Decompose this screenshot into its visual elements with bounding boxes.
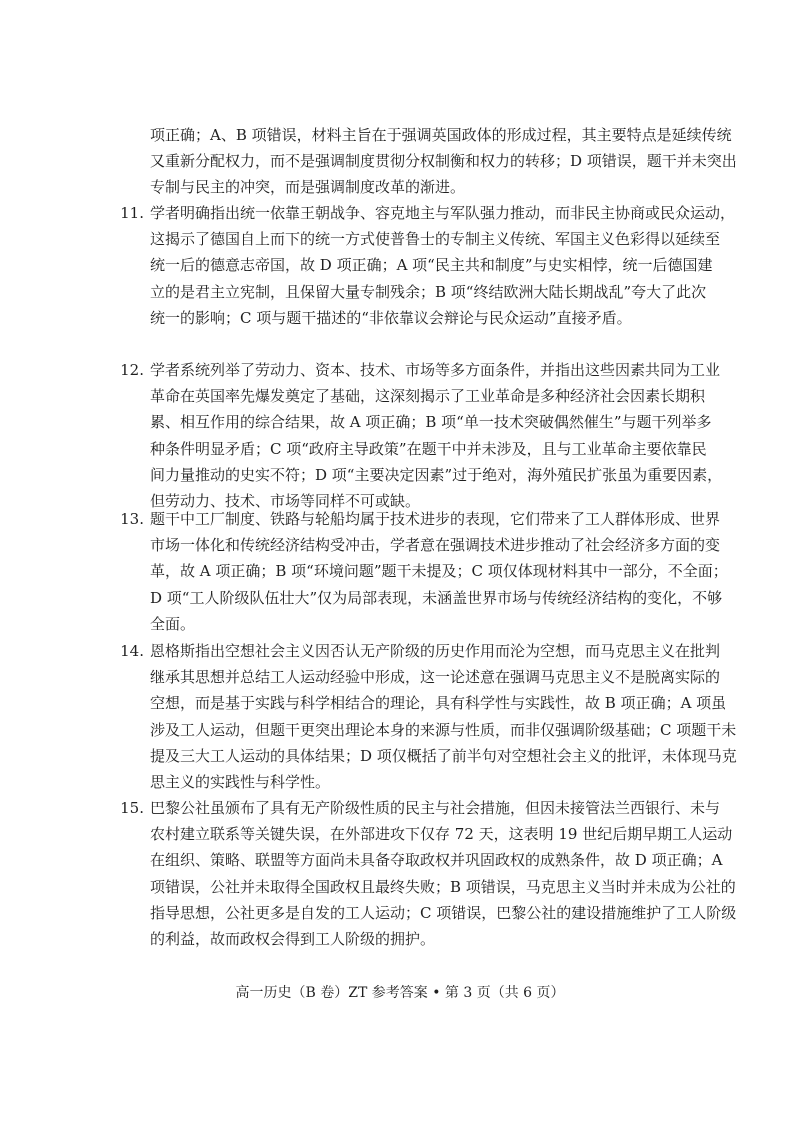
text-line: 项正确；A、B 项错误，材料主旨在于强调英国政体的形成过程，其主要特点是延续传统 <box>150 126 732 144</box>
continuation-paragraph <box>150 122 737 201</box>
text-line: 市场一体化和传统经济结构受冲击，学者意在强调技术进步推动了社会经济多方面的变 <box>150 536 721 555</box>
text-line: 统一的影响；C 项与题干描述的“非依靠议会辩论与民众运动”直接矛盾。 <box>150 308 632 327</box>
text-line: 巴黎公社虽颁布了具有无产阶级性质的民主与社会措施，但因未接管法兰西银行、未与 <box>150 799 721 817</box>
text-line: 种条件明显矛盾；C 项“政府主导政策”在题干中并未涉及，且与工业革命主要依靠民 <box>150 439 707 458</box>
text-line: 间力量推动的史实不符；D 项“主要决定因素”过于绝对，海外殖民扩张虽为重要因素， <box>150 465 723 484</box>
text-line: 思主义的实践性与科学性。 <box>150 773 331 792</box>
question-number: 11. <box>120 204 144 222</box>
text-line: 农村建立联系等关键失误，在外部进攻下仅存 72 天，这表明 19 世纪后期早期工人运动 <box>150 825 733 844</box>
page-footer: 高一历史（B 卷）ZT 参考答案 • 第 3 页（共 6 页） <box>235 985 565 1001</box>
answer-12 <box>120 357 723 514</box>
question-number: 13. <box>120 510 144 528</box>
text-line: 提及三大工人运动的具体结果；D 项仅概括了前半句对空想社会主义的批评，未体现马克 <box>150 746 737 765</box>
answer-14 <box>120 638 737 795</box>
text-line: 恩格斯指出空想社会主义因否认无产阶级的历史作用而沦为空想，而马克思主义在批判 <box>150 642 721 660</box>
text-line: 学者系统列举了劳动力、资本、技术、市场等多方面条件，并指出这些因素共同为工业 <box>150 361 721 379</box>
text-line: 在组织、策略、联盟等方面尚未具备夺取政权并巩固政权的成熟条件，故 D 项正确；A <box>150 851 723 870</box>
text-line: 题干中工厂制度、铁路与轮船均属于技术进步的表现，它们带来了工人群体形成、世界 <box>150 510 721 528</box>
text-line: 这揭示了德国自上而下的统一方式使普鲁士的专制主义传统、军国主义色彩得以延续至 <box>150 230 721 249</box>
text-line: 继承其思想并总结工人运动经验中形成，这一论述意在强调马克思主义不是脱离实际的 <box>150 668 721 687</box>
text-line: 革，故 A 项正确；B 项“环境问题”题干未提及；C 项仅体现材料其中一部分，不全面； <box>150 562 728 581</box>
text-line: 统一后的德意志帝国，故 D 项正确；A 项“民主共和制度”与史实相悖，统一后德国建 <box>150 256 713 275</box>
answer-11 <box>120 200 736 331</box>
text-line: 空想，而是基于实践与科学相结合的理论，具有科学性与实践性，故 B 项正确；A 项虽 <box>150 694 727 713</box>
text-line: 立的是君主立宪制，且保留大量专制残余；B 项“终结欧洲大陆长期战乱”夸大了此次 <box>150 282 707 301</box>
text-line: 涉及工人运动，但题干更突出理论本身的来源与性质，而非仅强调阶级基础；C 项题干未 <box>150 720 737 739</box>
question-number: 14. <box>120 642 144 660</box>
question-number: 15. <box>120 799 144 817</box>
answer-15 <box>120 795 737 952</box>
text-line: 的利益，故而政权会得到工人阶级的拥护。 <box>150 930 436 949</box>
text-line: 指导思想，公社更多是自发的工人运动；C 项错误，巴黎公社的建设措施维护了工人阶级 <box>150 903 737 922</box>
answer-13 <box>120 506 728 637</box>
text-line: 革命在英国率先爆发奠定了基础，这深刻揭示了工业革命是多种经济社会因素长期积 <box>150 387 706 406</box>
text-line: 又重新分配权力，而不是强调制度贯彻分权制衡和权力的转移；D 项错误，题干并未突出 <box>150 152 737 171</box>
text-line: D 项“工人阶级队伍壮大”仅为局部表现，未涵盖世界市场与传统经济结构的变化，不够 <box>150 588 723 607</box>
text-line: 但劳动力、技术、市场等同样不可或缺。 <box>150 492 421 511</box>
text-line: 累、相互作用的综合结果，故 A 项正确；B 项“单一技术突破偶然催生”与题干列举多 <box>150 413 712 432</box>
text-line: 项错误，公社并未取得全国政权且最终失败；B 项错误，马克思主义当时并未成为公社的 <box>150 877 736 896</box>
text-line: 全面。 <box>150 614 196 633</box>
text-line: 专制与民主的冲突，而是强调制度改革的渐进。 <box>150 178 466 197</box>
text-line: 学者明确指出统一依靠王朝战争、容克地主与军队强力推动，而非民主协商或民众运动， <box>150 204 736 222</box>
question-number: 12. <box>120 361 144 379</box>
